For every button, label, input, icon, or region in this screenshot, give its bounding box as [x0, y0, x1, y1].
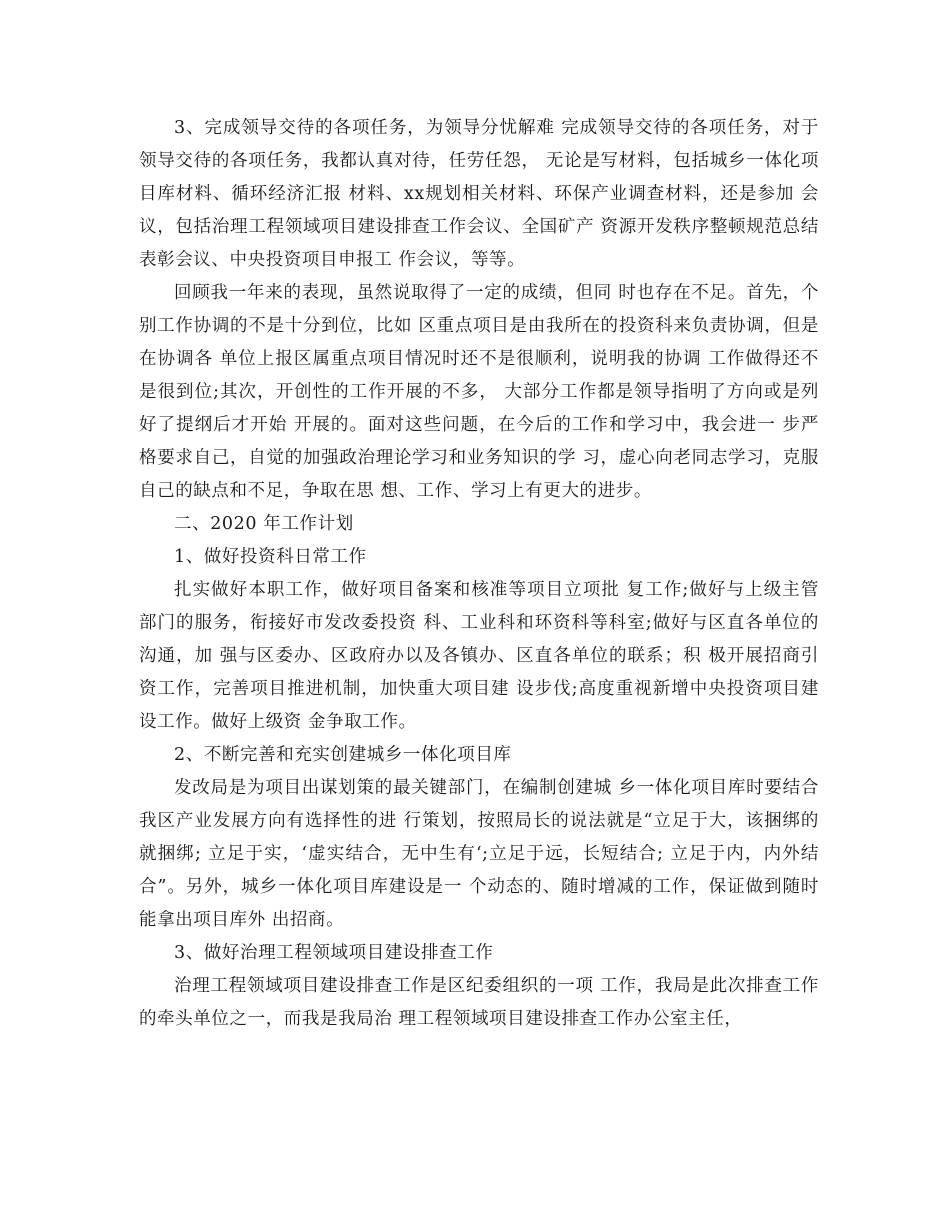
paragraph-review: 回顾我一年来的表现，虽然说取得了一定的成绩，但同 时也存在不足。首先，个别工作协调的不是十分到位，比如 区重点项目是由我所在的投资科来负责协调，但是在协调各 单位上报区属重点项目情况时还不是很顺利，说明我的协调 工作做得还不是很到位;其次，开创性的工作开展的不多， 大部分工作都是领导指明了方向或是列好了提纲后才开始 开展的。面对这些问题，在今后的工作和学习中，我会进一 步严格要求自己，自觉的加强政治理论学习和业务知识的学 习，虚心向老同志学习，克服自己的缺点和不足，争取在思 想、工作、学习上有更大的进步。: [139, 283, 819, 501]
document-body: [139, 112, 819, 1036]
paragraph-inspection: 治理工程领域项目建设排查工作是区纪委组织的一项 工作，我局是此次排查工作的牵头单位之一，而我是我局治 理工程领域项目建设排查工作办公室主任，: [139, 976, 819, 1029]
subheading-project-library: 2、不断完善和充实创建城乡一体化项目库: [174, 745, 512, 765]
paragraph-task-3: 3、完成领导交待的各项任务，为领导分忧解难 完成领导交待的各项任务，对于领导交待的各项任务，我都认真对待，任劳任怨， 无论是写材料，包括城乡一体化项目库材料、循环经济汇报 材料、xx规划相关材料、环保产业调查材料，还是参加 会议，包括治理工程领域项目建设排查工作会议、全国矿产 资源开发秩序整顿规范总结表彰会议、中央投资项目申报工 作会议，等等。: [139, 118, 819, 270]
paragraph-daily-work: 扎实做好本职工作，做好项目备案和核准等项目立项批 复工作;做好与上级主管部门的服务，衔接好市发改委投资 科、工业科和环资科等科室;做好与区直各单位的沟通，加 强与区委办、区政府办以及各镇办、区直各单位的联系；积 极开展招商引资工作，完善项目推进机制，加快重大项目建 设步伐;高度重视新增中央投资项目建设工作。做好上级资 金争取工作。: [139, 580, 819, 732]
paragraph-project-library: 发改局是为项目出谋划策的最关键部门，在编制创建城 乡一体化项目库时要结合我区产业发展方向有选择性的进 行策划，按照局长的说法就是“立足于大，该捆绑的就捆绑; 立足于实，‘虚实结合，无中生有‘;立足于远，长短结合; 立足于内，内外结合”。另外，城乡一体化项目库建设是一 个动态的、随时增减的工作，保证做到随时能拿出项目库外 出招商。: [139, 778, 819, 930]
section-heading-2020-plan: 二、2020 年工作计划: [174, 514, 354, 534]
subheading-daily-work: 1、做好投资科日常工作: [174, 547, 367, 567]
subheading-inspection: 3、做好治理工程领域项目建设排查工作: [174, 943, 494, 963]
